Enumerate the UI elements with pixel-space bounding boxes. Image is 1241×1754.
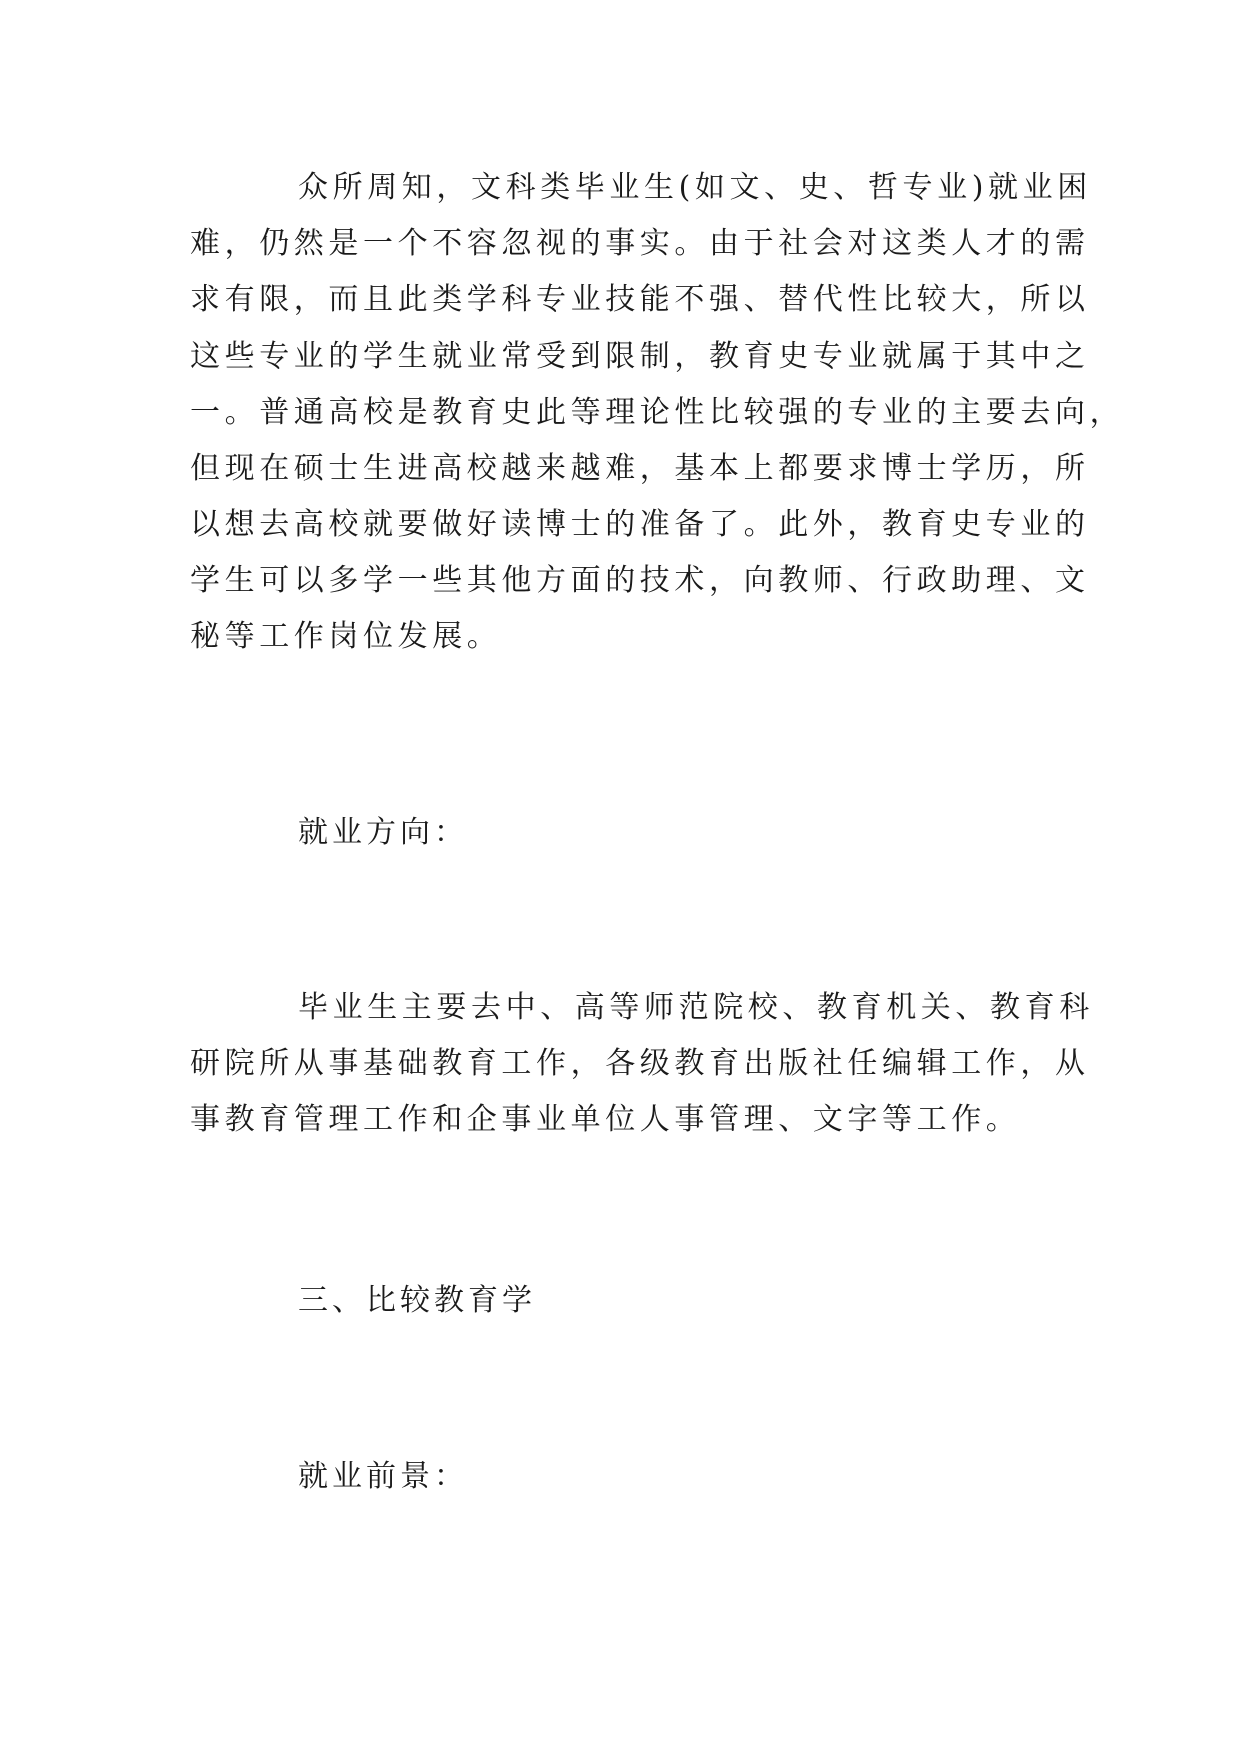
heading-section-3: 三、比较教育学 [298, 1283, 536, 1318]
paragraph-1-line-8: 学生可以多学一些其他方面的技术，向教师、行政助理、文 [190, 563, 1090, 598]
paragraph-1-line-4: 这些专业的学生就业常受到限制，教育史专业就属于其中之 [190, 339, 1090, 374]
heading-employment-direction: 就业方向： [298, 815, 468, 850]
paragraph-1-line-7: 以想去高校就要做好读博士的准备了。此外，教育史专业的 [190, 507, 1090, 542]
paragraph-2-line-1: 毕业生主要去中、高等师范院校、教育机关、教育科 [298, 990, 1094, 1025]
paragraph-1-line-6: 但现在硕士生进高校越来越难，基本上都要求博士学历，所 [190, 451, 1090, 486]
paragraph-1-line-1: 众所周知，文科类毕业生(如文、史、哲专业)就业困 [298, 170, 1092, 205]
paragraph-1-line-9: 秘等工作岗位发展。 [190, 619, 502, 654]
paragraph-1-line-3: 求有限，而且此类学科专业技能不强、替代性比较大，所以 [190, 282, 1090, 317]
heading-employment-prospects: 就业前景： [298, 1459, 468, 1494]
paragraph-2-line-2: 研院所从事基础教育工作，各级教育出版社任编辑工作，从 [190, 1046, 1090, 1081]
paragraph-2-line-3: 事教育管理工作和企事业单位人事管理、文字等工作。 [190, 1102, 1021, 1137]
paragraph-1-line-5: 一。普通高校是教育史此等理论性比较强的专业的主要去向， [190, 395, 1125, 430]
paragraph-1-line-2: 难，仍然是一个不容忽视的事实。由于社会对这类人才的需 [190, 226, 1090, 261]
